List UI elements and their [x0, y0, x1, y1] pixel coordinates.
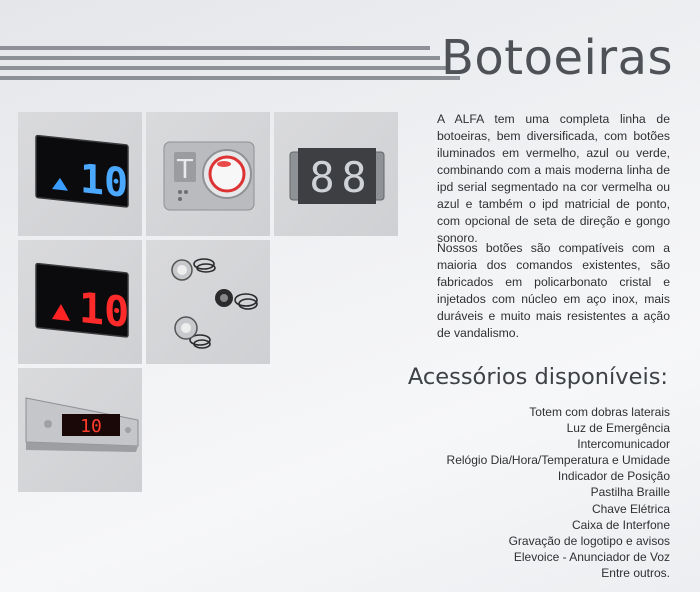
- panel-display-digits: 10: [80, 416, 102, 437]
- accessory-item: Indicador de Posição: [557, 469, 670, 484]
- accessory-item: Luz de Emergência: [566, 421, 670, 436]
- description-paragraph-2: Nossos botões são compatíveis com a maioria dos comandos existentes, são fabricados em policarbonato cristal e injetados com núcleo em aço inox, mais duráveis e muito mais resistentes a ação de vandalismo.: [437, 241, 670, 340]
- product-panel-display: [18, 368, 142, 492]
- page-title: Botoeiras: [440, 30, 673, 86]
- blue-display-digits: 10: [79, 156, 129, 208]
- segment-digit-2: 8: [341, 153, 367, 202]
- accessory-item: Chave Elétrica: [591, 501, 670, 516]
- accessory-item: Pastilha Braille: [590, 485, 670, 500]
- accessory-item: Elevoice - Anunciador de Voz: [513, 549, 670, 564]
- accessory-item: Entre outros.: [601, 565, 670, 580]
- accessory-item: Totem com dobras laterais: [529, 405, 670, 419]
- accessories-title: Acessórios disponíveis:: [407, 364, 668, 390]
- red-display-digits: 10: [78, 282, 130, 338]
- accessory-item: Caixa de Interfone: [571, 517, 670, 532]
- product-button-components: [146, 240, 270, 364]
- product-red-display: [18, 240, 142, 364]
- accessory-item: Intercomunicador: [577, 437, 670, 452]
- accessories-list: [447, 404, 670, 581]
- product-segment-display: [274, 112, 398, 236]
- product-blue-display: [18, 112, 142, 236]
- accessory-item: Relógio Dia/Hora/Temperatura e Umidade: [446, 453, 670, 468]
- accessory-item: Gravação de logotipo e avisos: [508, 533, 670, 548]
- description-paragraph-1: A ALFA tem uma completa linha de botoeiras, bem diversificada, com botões iluminados em vermelho, azul ou verde, combinando com a mais moderna linha de ipd serial segmentado na cor vermelha ou azul e também o ipd matricial de ponto, com opcional de seta de direção e gongo sonoro.: [437, 112, 670, 245]
- braille-letter: T: [177, 155, 193, 185]
- segment-digit-1: 8: [309, 153, 335, 202]
- product-braille-button: [146, 112, 270, 236]
